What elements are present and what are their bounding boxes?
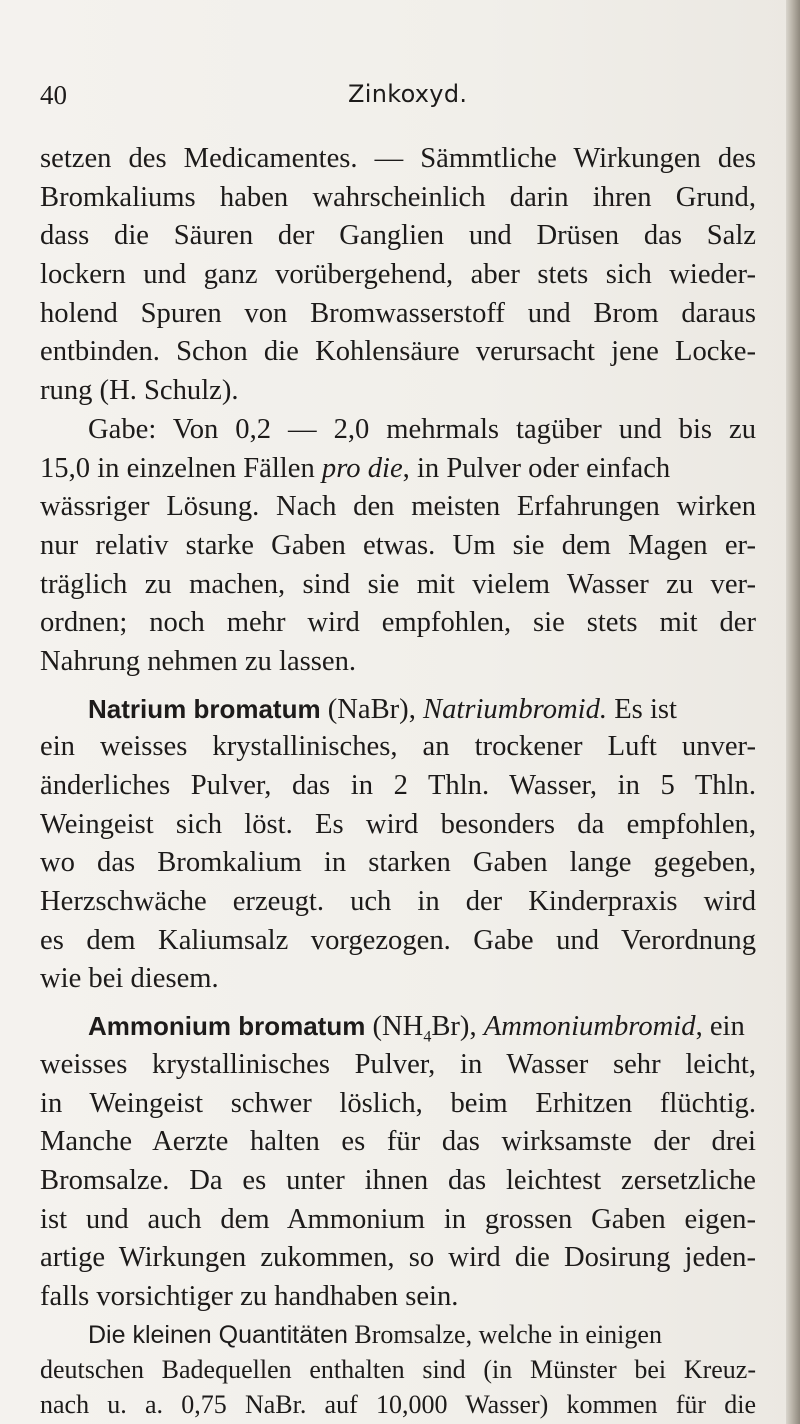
text-line <box>40 690 756 729</box>
text-line: holend Spuren von Bromwasserstoff und Brom daraus <box>40 297 756 329</box>
text-line: setzen des Medicamentes. — Sämmtliche Wirkungen des <box>40 143 756 174</box>
running-head <box>40 80 745 116</box>
paragraph-gap <box>40 999 756 1007</box>
paragraph-gap <box>40 682 756 690</box>
formula-subscript: 4 <box>423 1028 432 1046</box>
text-line: dass die Säuren der Ganglien und Drüsen das Salz <box>40 220 756 252</box>
formula: Br), <box>431 1011 484 1043</box>
text-fragment: , ein <box>695 1011 745 1043</box>
italic-term: pro die <box>321 452 403 484</box>
text-line <box>40 1007 756 1046</box>
text-line: nur relativ starke Gaben etwas. Um sie dem Magen er- <box>40 529 756 561</box>
entry-ammonium-bromatum <box>40 1007 756 1317</box>
entry-term: Ammonium bromatum <box>88 1011 366 1042</box>
text-line: Bromsalze. Da es unter ihnen das leichtest zersetzliche <box>40 1164 756 1196</box>
text-line: änderliches Pulver, das in 2 Thln. Wasser, in 5 Thln. <box>40 770 756 801</box>
text-line: Bromkaliums haben wahrscheinlich darin ihren Grund, <box>40 181 756 213</box>
text-line: wässriger Lösung. Nach den meisten Erfahrungen wirken <box>40 491 756 523</box>
text-fragment: Bromsalze, welche in einigen <box>347 1319 662 1349</box>
text-line <box>40 1317 756 1352</box>
entry-term: Natrium bromatum <box>88 693 321 724</box>
text-line: ein weisses krystallinisches, an trockener Luft unver- <box>40 731 756 763</box>
text-fragment: 15,0 in einzelnen Fällen <box>40 452 315 484</box>
text-line: ordnen; noch mehr wird empfohlen, sie stets mit der <box>40 607 756 639</box>
text-line: wo das Bromkalium in starken Gaben lange gegeben, <box>40 847 756 879</box>
text-line: rung (H. Schulz). <box>40 375 239 407</box>
text-line: nach u. a. 0,75 NaBr. auf 10,000 Wasser) kommen für die <box>40 1389 756 1419</box>
page-number: 40 <box>40 80 67 110</box>
text-line: weisses krystallinisches Pulver, in Wasser sehr leicht, <box>40 1048 756 1080</box>
text-fragment: , in Pulver oder einfach <box>402 452 671 484</box>
body-text <box>40 140 756 1422</box>
text-line: falls vorsichtiger zu handhaben sein. <box>40 1280 459 1312</box>
text-fragment: Es ist <box>607 693 677 725</box>
paragraph-dosage <box>40 411 756 682</box>
chapter-title: Zinkoxyd. <box>348 80 468 108</box>
text-line: deutschen Badequellen enthalten sind (in Münster bei Kreuz- <box>40 1354 756 1384</box>
text-line: entbinden. Schon die Kohlensäure verursacht jene Locke- <box>40 336 756 368</box>
text-line: artige Wirkungen zukommen, so wird die Dosirung jeden- <box>40 1242 756 1274</box>
text-line: wie bei diesem. <box>40 963 219 995</box>
italic-term: Ammoniumbromid <box>483 1011 696 1043</box>
page-edge-shadow <box>786 0 800 1424</box>
small-print-paragraph <box>40 1317 756 1422</box>
formula: (NaBr), <box>320 693 424 725</box>
formula: (NH <box>365 1011 424 1043</box>
text-line: Manche Aerzte halten es für das wirksamste der drei <box>40 1126 756 1158</box>
text-line: es dem Kaliumsalz vorgezogen. Gabe und Verordnung <box>40 924 756 956</box>
italic-term: Natriumbromid. <box>423 693 608 725</box>
text-line: Weingeist sich löst. Es wird besonders da empfohlen, <box>40 808 756 840</box>
text-fragment: Die kleinen Quantitäten <box>88 1320 348 1349</box>
paragraph-continuation <box>40 140 756 411</box>
text-line: Herzschwäche erzeugt. uch in der Kinderpraxis wird <box>40 886 756 918</box>
text-line: Nahrung nehmen zu lassen. <box>40 645 357 677</box>
entry-natrium-bromatum <box>40 690 756 1000</box>
text-line: träglich zu machen, sind sie mit vielem Wasser zu ver- <box>40 568 756 600</box>
text-line <box>40 450 756 489</box>
text-line: in Weingeist schwer löslich, beim Erhitzen flüchtig. <box>40 1087 756 1119</box>
text-line: ist und auch dem Ammonium in grossen Gaben eigen- <box>40 1203 756 1235</box>
text-line: lockern und ganz vorübergehend, aber stets sich wieder- <box>40 259 756 291</box>
text-line: Gabe: Von 0,2 — 2,0 mehrmals tagüber und bis zu <box>88 413 756 445</box>
